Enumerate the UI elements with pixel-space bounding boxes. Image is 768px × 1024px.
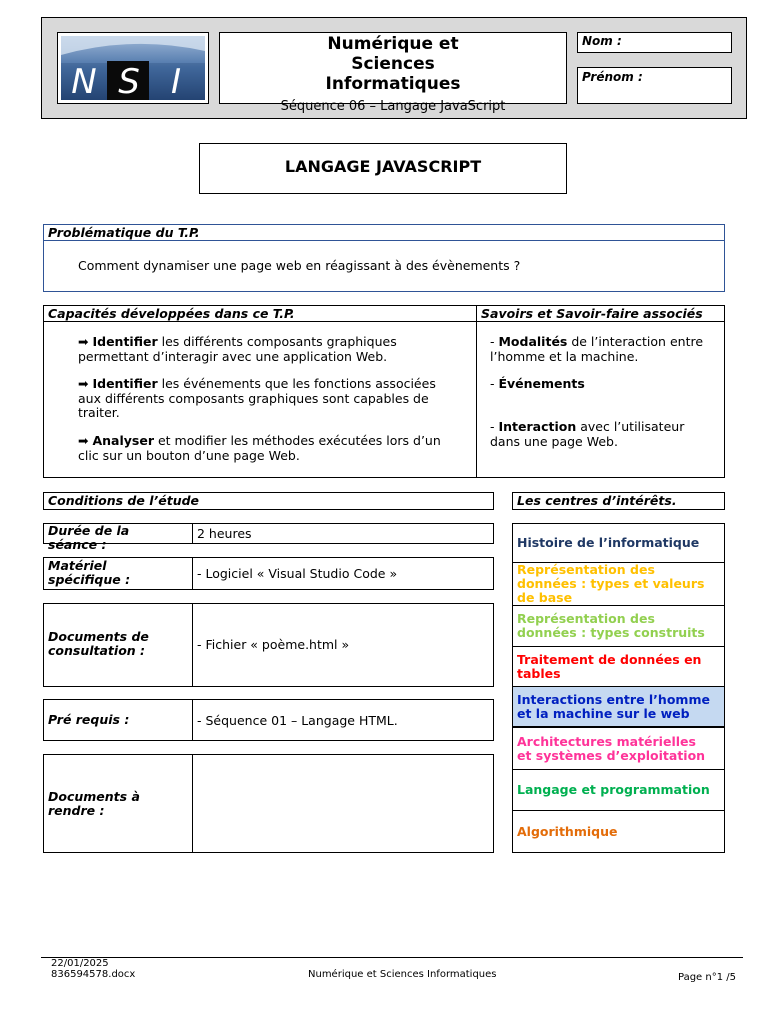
problematique-heading: Problématique du T.P. (44, 225, 724, 241)
footer-date: 22/01/2025 (51, 958, 109, 969)
capacite-verb: Identifier (92, 376, 158, 391)
condition-label: Durée de la séance : (48, 523, 130, 552)
centre-interet-item: Représentation des données : types construits (512, 605, 725, 647)
centre-interet-item: Représentation des données : types et valeurs de base (512, 562, 725, 606)
capacite-item: ➡ Analyser et modifier les méthodes exécutées lors d’un clic sur un bouton d’une page Web. (78, 433, 441, 463)
capacite-verb: Identifier (92, 334, 158, 349)
footer-course: Numérique et Sciences Informatiques (308, 969, 497, 980)
footer-page-number: Page n°1 /5 (678, 972, 736, 983)
condition-value: - Séquence 01 – Langage HTML. (197, 713, 398, 728)
logo-letter-n: N (71, 62, 97, 102)
prenom-field[interactable] (577, 67, 732, 104)
arrow-icon: ➡ (78, 376, 89, 391)
centre-interet-item: Traitement de données en tables (512, 646, 725, 687)
capacites-savoirs-table (43, 305, 725, 478)
centre-interet-item: Architectures matérielles et systèmes d’exploitation (512, 727, 725, 770)
centre-interet-item: Interactions entre l’homme et la machine sur le web (512, 686, 725, 727)
savoirs-heading: Savoirs et Savoir-faire associés (481, 306, 703, 321)
savoir-item: - Événements (490, 376, 585, 391)
sequence-subtitle: Séquence 06 – Langage JavaScript (280, 99, 506, 114)
condition-label: Documents à rendre : (48, 789, 140, 818)
nom-field[interactable] (577, 32, 732, 53)
logo-letter-i: I (170, 62, 182, 102)
document-title: LANGAGE JAVASCRIPT (199, 143, 567, 194)
arrow-icon: ➡ (78, 334, 89, 349)
savoir-item: - Modalités de l’interaction entre l’homme et la machine. (490, 334, 704, 364)
footer-filename: 836594578.docx (51, 969, 136, 980)
capacites-heading: Capacités développées dans ce T.P. (48, 306, 295, 321)
nom-label: Nom : (582, 34, 622, 48)
condition-label: Documents de consultation : (48, 629, 149, 658)
course-title: Numérique et Sciences Informatiques (325, 34, 461, 94)
condition-label: Matériel spécifique : (48, 558, 131, 587)
centre-interet-item: Histoire de l’informatique (512, 523, 725, 563)
capacite-item: ➡ Identifier les différents composants graphiques permettant d’interagir avec une application Web. (78, 334, 397, 364)
condition-value: - Logiciel « Visual Studio Code » (197, 566, 398, 581)
condition-row-duree (43, 523, 494, 552)
capacite-verb: Analyser (92, 433, 154, 448)
condition-label: Pré requis : (48, 712, 130, 727)
table-header-divider (44, 321, 724, 322)
course-title-box (219, 32, 567, 114)
centre-interet-item: Langage et programmation (512, 769, 725, 811)
table-column-divider (476, 306, 477, 477)
logo-letter-s: S (118, 62, 140, 102)
condition-row-prerequis (43, 699, 494, 741)
problematique-section (43, 224, 725, 292)
centre-interet-item: Algorithmique (512, 810, 725, 853)
capacite-item: ➡ Identifier les événements que les fonctions associées aux différents composants graphiques sont capables de traiter. (78, 376, 436, 420)
arrow-icon: ➡ (78, 433, 89, 448)
condition-row-materiel (43, 557, 494, 590)
nsi-logo-graphic (58, 33, 208, 103)
savoir-item: - Interaction avec l’utilisateur dans une page Web. (490, 419, 685, 449)
condition-row-documents (43, 603, 494, 687)
condition-row-rendre (43, 754, 494, 853)
condition-value: - Fichier « poème.html » (197, 637, 350, 652)
problematique-text: Comment dynamiser une page web en réagissant à des évènements ? (78, 258, 521, 273)
prenom-label: Prénom : (582, 70, 643, 84)
footer-divider (41, 957, 743, 958)
centres-heading: Les centres d’intérêts. (512, 492, 725, 510)
condition-value: 2 heures (197, 526, 252, 541)
nsi-logo (57, 32, 209, 104)
conditions-heading: Conditions de l’étude (43, 492, 494, 510)
